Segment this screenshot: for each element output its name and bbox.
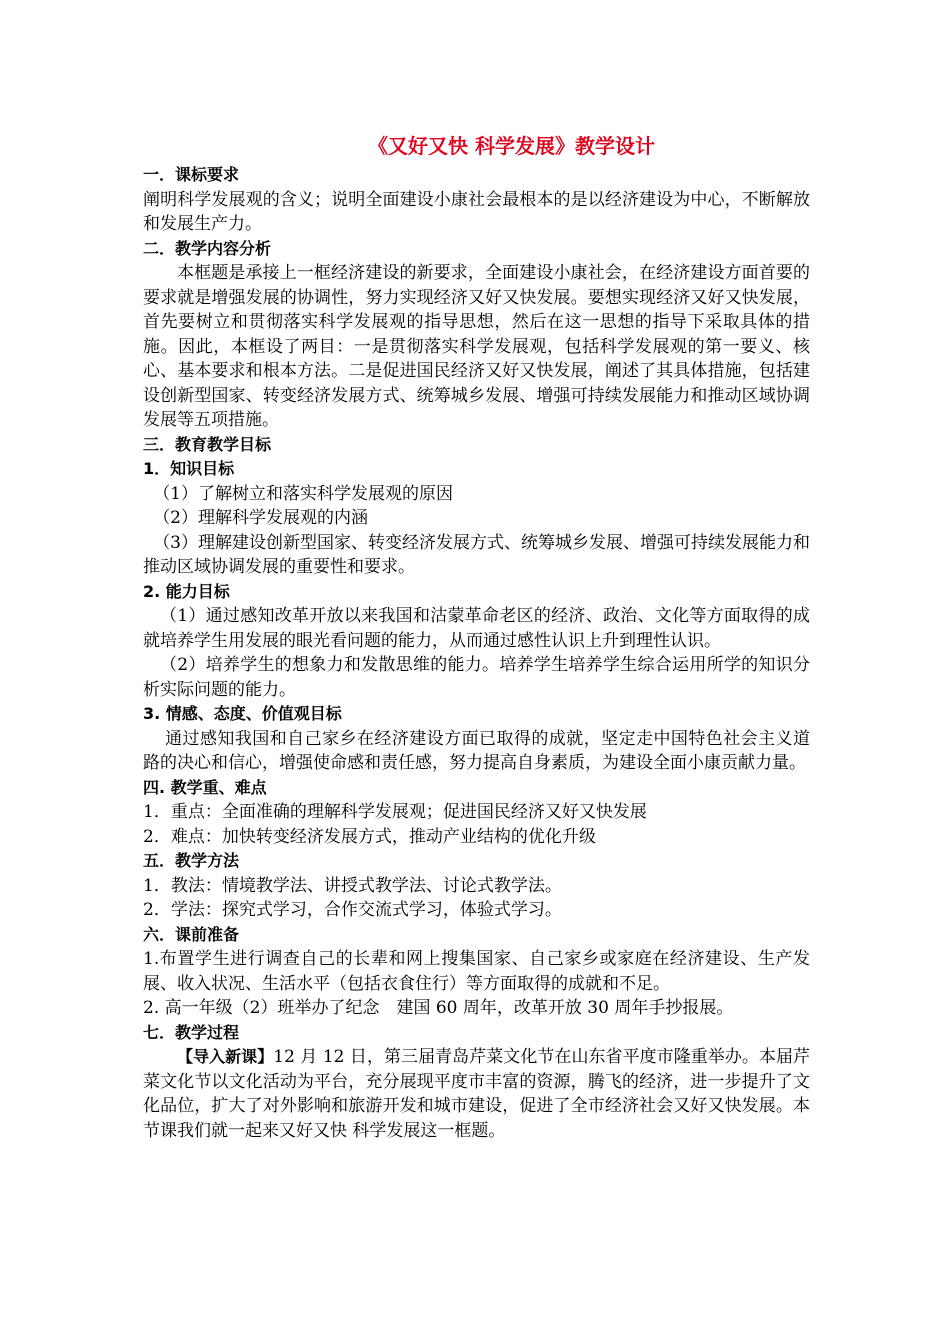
section-heading-objectives: 三．教育教学目标: [143, 434, 272, 454]
subheading-knowledge: 1．知识目标: [143, 459, 235, 478]
ability-item-2: （2）培养学生的想象力和发散思维的能力。培养学生培养学生综合运用所学的知识分析实际问题的能力。: [143, 655, 810, 700]
standards-text: 阐明科学发展观的含义；说明全面建设小康社会最根本的是以经济建设为中心，不断解放和发展生产力。: [143, 189, 810, 234]
section-heading-standards: 一．课标要求: [143, 165, 240, 184]
section-heading-content-analysis: 二．教学内容分析: [143, 238, 272, 258]
method-1: 1．教法：情境教学法、讲授式教学法、讨论式教学法。: [143, 875, 562, 896]
intro-label: 【导入新课】: [177, 1047, 274, 1066]
content-analysis-text: 本框题是承接上一框经济建设的新要求，全面建设小康社会，在经济建设方面首要的要求就是增强发展的协调性，努力实现经济又好又快发展。要想实现经济又好又快发展，首先要树立和贯彻落实科学发展观的指导思想，然后在这一思想的指导下采取具体的措施。因此，本框设了两目：一是贯彻落实科学发展观，包括科学发展观的第一要义、核心、基本要求和根本方法。二是促进国民经济又好又快发展，阐述了其具体措施，包括建设创新型国家、转变经济发展方式、统筹城乡发展、增强可持续发展能力和推动区域协调发展等五项措施。: [143, 263, 810, 430]
key-point-2: 2．难点：加快转变经济发展方式，推动产业结构的优化升级: [143, 826, 596, 847]
ability-item-1: （1）通过感知改革开放以来我国和沽蒙革命老区的经济、政治、文化等方面取得的成就培养学生用发展的眼光看问题的能力，从而通过感性认识上升到理性认识。: [143, 606, 810, 651]
preparation-1: 1.布置学生进行调查自己的长辈和网上搜集国家、自己家乡或家庭在经济建设、生产发展、收入状况、生活水平（包括衣食住行）等方面取得的成就和不足。: [143, 949, 810, 994]
section-heading-key-points: 四. 教学重、难点: [143, 777, 267, 797]
subheading-ability: 2. 能力目标: [143, 581, 230, 601]
section-heading-process: 七．教学过程: [143, 1022, 240, 1042]
knowledge-item-2: （2）理解科学发展观的内涵: [153, 508, 369, 528]
method-2: 2．学法：探究式学习，合作交流式学习，体验式学习。: [143, 900, 562, 920]
values-text: 通过感知我国和自己家乡在经济建设方面已取得的成就，坚定走中国特色社会主义道路的决心和信心，增强使命感和责任感，努力提高自身素质，为建设全面小康贡献力量。: [143, 728, 810, 773]
knowledge-item-1: （1）了解树立和落实科学发展观的原因: [153, 483, 454, 504]
document-title: 《又好又快 科学发展》教学设计: [368, 134, 655, 158]
intro-body: 12 月 12 日，第三届青岛芹菜文化节在山东省平度市隆重举办。本届芹菜文化节以文化活动为平台，充分展现平度市丰富的资源，腾飞的经济，进一步提升了文化品位，扩大了对外影响和旅游开发和城市建设，促进了全市经济社会又好又快发展。本节课我们就一起来又好又快 科学发展这一框题。: [143, 1047, 810, 1141]
intro-paragraph: [143, 1045, 810, 1143]
preparation-2: 2. 高一年级（2）班举办了纪念 建国 60 周年，改革开放 30 周年手抄报展。: [143, 998, 734, 1018]
knowledge-item-3: （3）理解建设创新型国家、转变经济发展方式、统筹城乡发展、增强可持续发展能力和推动区域协调发展的重要性和要求。: [143, 532, 811, 577]
section-heading-methods: 五．教学方法: [143, 851, 240, 870]
key-point-1: 1．重点：全面准确的理解科学发展观；促进国民经济又好又快发展: [143, 802, 647, 822]
subheading-values: 3. 情感、态度、价值观目标: [143, 704, 342, 723]
section-heading-preparation: 六．课前准备: [143, 924, 240, 944]
